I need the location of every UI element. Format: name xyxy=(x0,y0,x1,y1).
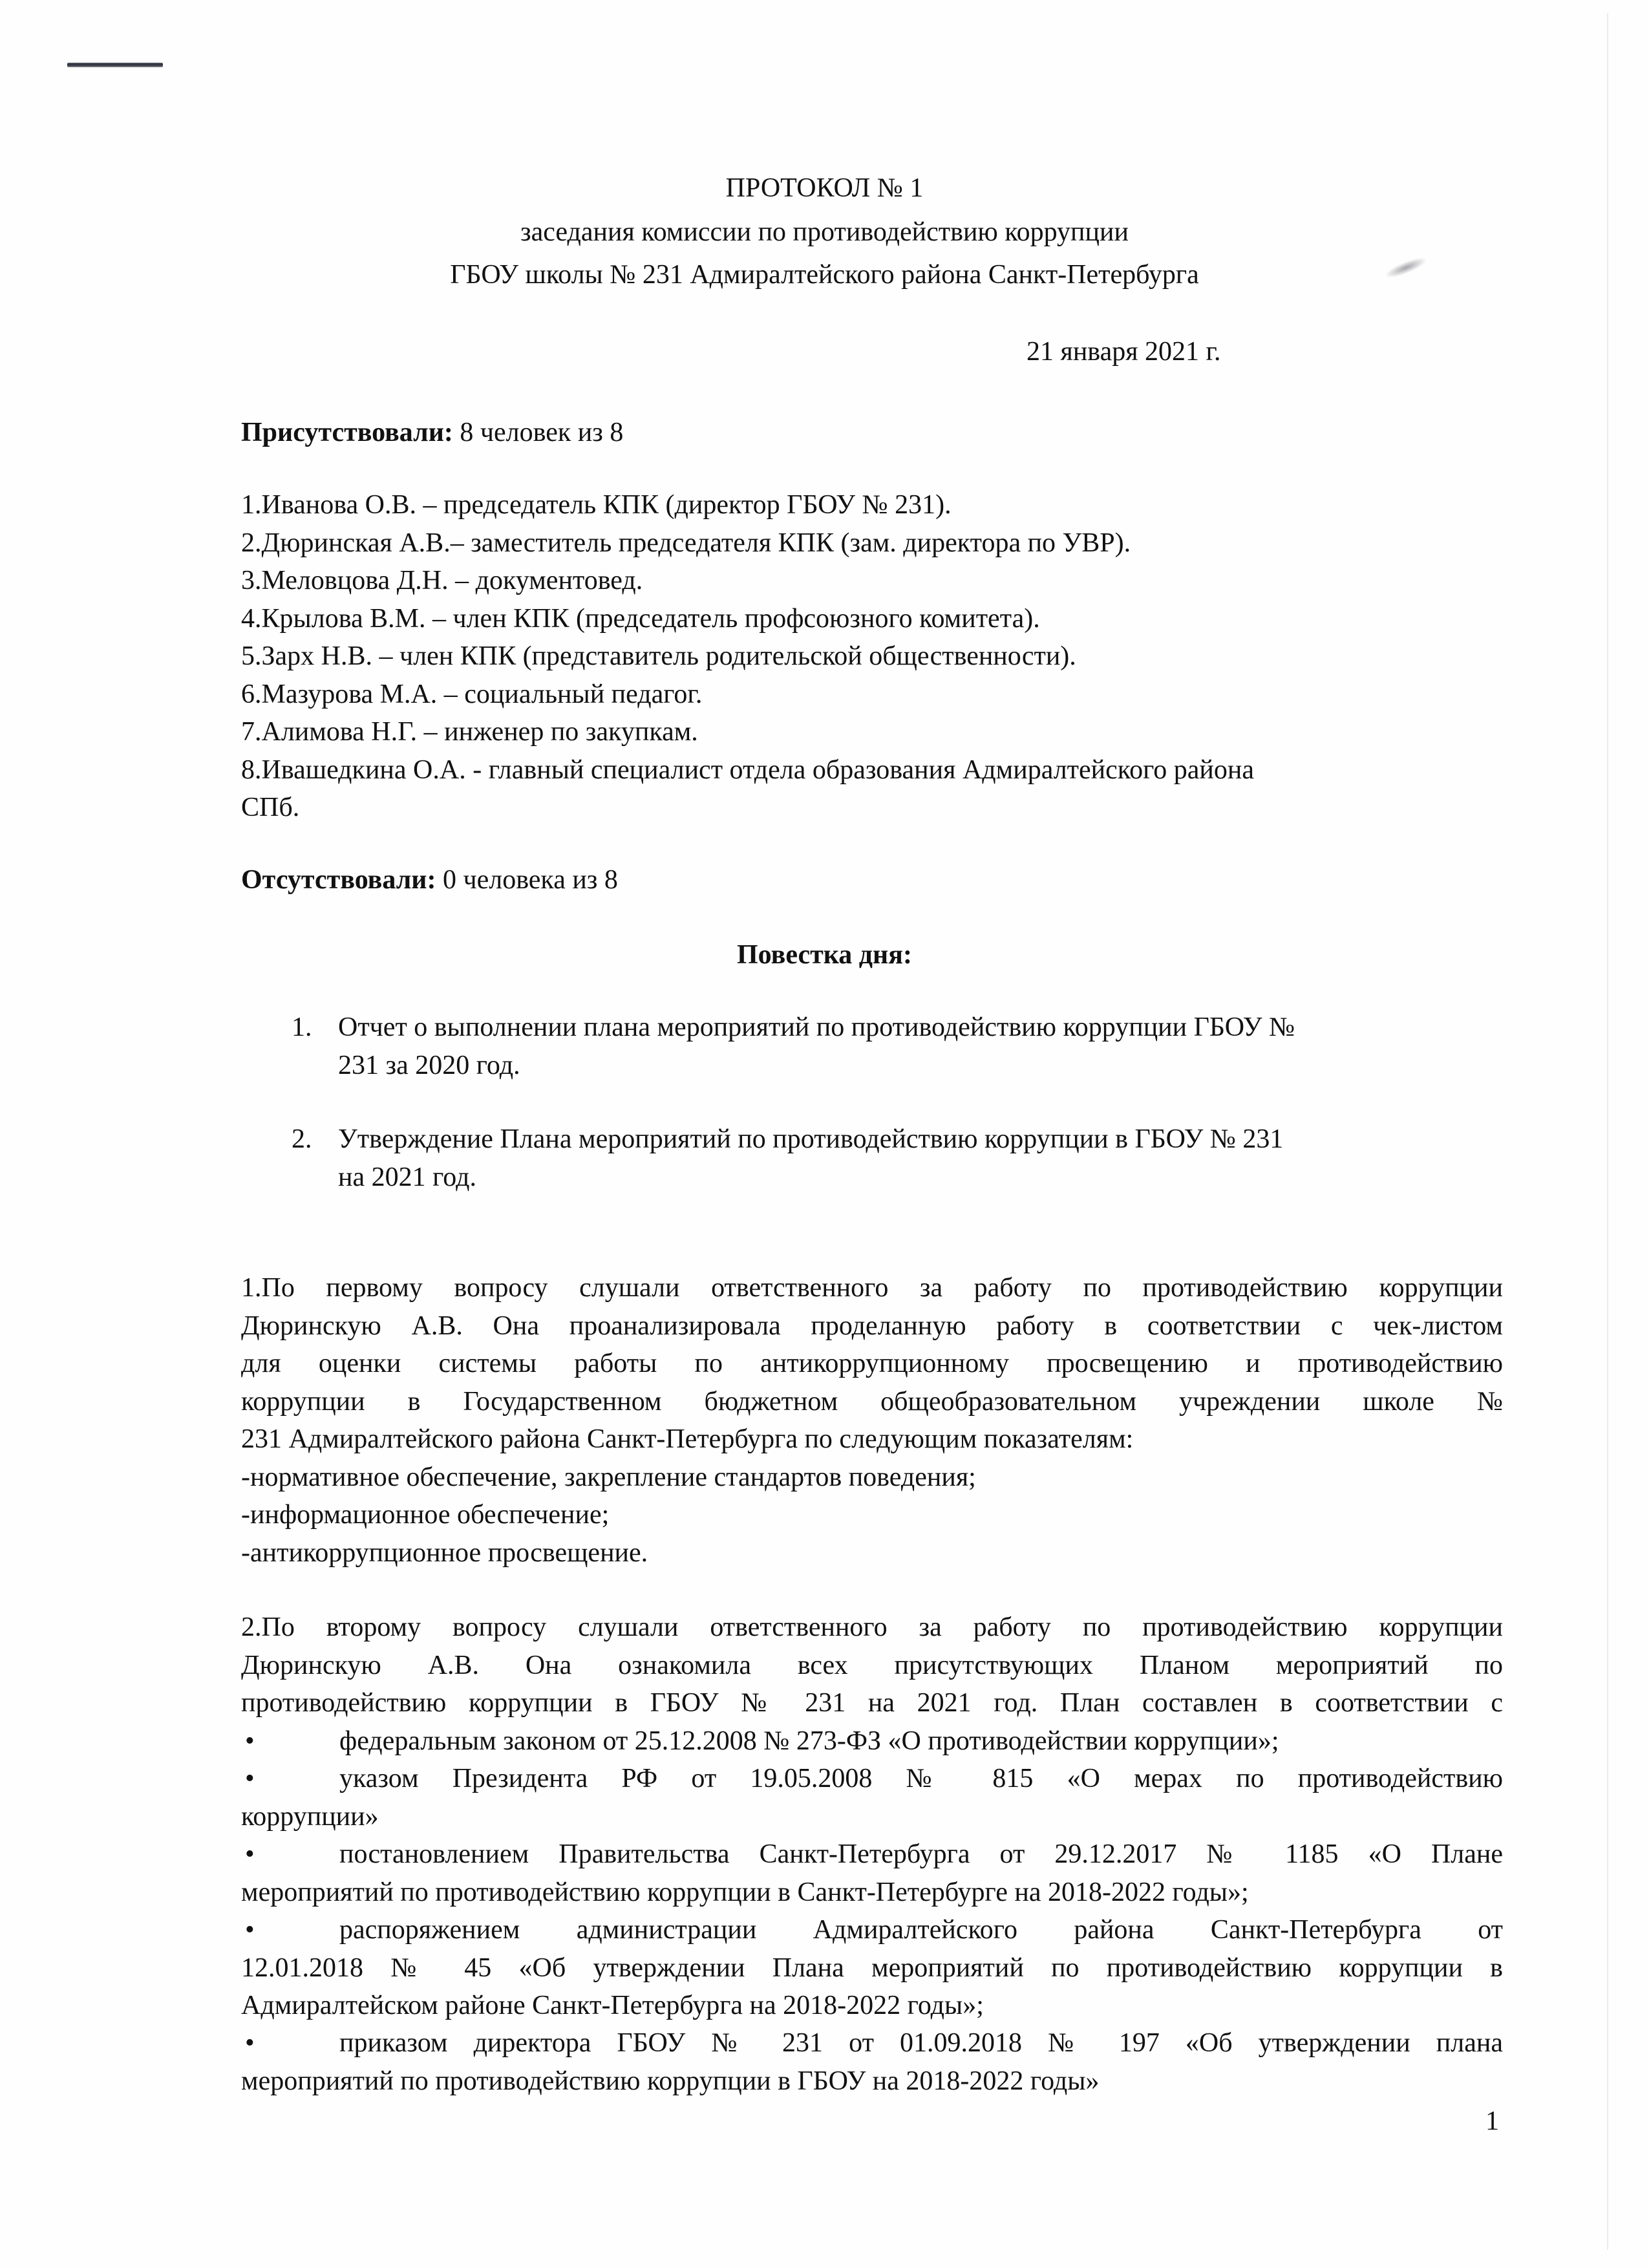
legal-basis-text-cont: 12.01.2018 № 45 «Об утверждении Плана мероприятий по противодействию коррупции в xyxy=(241,1952,1503,1983)
present-value: 8 человек из 8 xyxy=(452,418,624,447)
page-number: 1 xyxy=(1485,2106,1499,2136)
legal-basis-text: федеральным законом от 25.12.2008 № 273-ФЗ «О противодействии коррупции»; xyxy=(339,1726,1279,1756)
bullet-icon: • xyxy=(245,1764,255,1793)
question2-paragraph xyxy=(241,1609,1503,1722)
member-item: 4.Крылова В.М. – член КПК (председатель профсоюзного комитета). xyxy=(241,603,1040,634)
agenda-item-number: 1. xyxy=(292,1012,312,1042)
member-item: 6.Мазурова М.А. – социальный педагог. xyxy=(241,679,703,709)
bullet-icon: • xyxy=(245,1839,255,1869)
document-title: ПРОТОКОЛ № 1 xyxy=(725,173,924,203)
legal-basis-text: постановлением Правительства Санкт-Петербурга от 29.12.2017 № 1185 «О Плане xyxy=(339,1839,1503,1869)
legal-basis-text: распоряжением администрации Адмиралтейского района Санкт-Петербурга от xyxy=(339,1915,1503,1945)
paragraph-line: противодействию коррупции в ГБОУ № 231 на 2021 год. План составлен в соответствии с xyxy=(241,1688,1503,1718)
member-item: 8.Ивашедкина О.А. - главный специалист отдела образования Адмиралтейского района xyxy=(241,754,1254,785)
member-item: 5.Зарх Н.В. – член КПК (представитель родительской общественности). xyxy=(241,641,1076,671)
agenda-item xyxy=(292,1009,1507,1084)
present-label: Присутствовали: xyxy=(241,418,453,447)
bullet-icon: • xyxy=(245,1915,255,1945)
member-item: 2.Дюринская А.В.– заместитель председателя КПК (зам. директора по УВР). xyxy=(241,528,1131,558)
legal-basis-item xyxy=(241,1911,1503,2025)
paragraph-line: 231 Адмиралтейского района Санкт-Петербурга по следующим показателям: xyxy=(241,1424,1134,1454)
indicator-item: -нормативное обеспечение, закрепление стандартов поведения; xyxy=(241,1462,976,1492)
agenda-item-text-cont: 231 за 2020 год. xyxy=(338,1050,520,1080)
members-list xyxy=(241,486,1503,827)
document-subtitle-line2: ГБОУ школы № 231 Адмиралтейского района Санкт-Петербурга xyxy=(450,260,1199,290)
legal-basis-item xyxy=(241,1760,1503,1835)
agenda-item-text-cont: на 2021 год. xyxy=(338,1162,476,1192)
absent-line xyxy=(241,861,618,899)
agenda-item-number: 2. xyxy=(292,1124,312,1154)
member-item-continuation: СПб. xyxy=(241,793,300,822)
bullet-icon: • xyxy=(245,1726,255,1756)
legal-basis-text-cont: Адмиралтейском районе Санкт-Петербурга на 2018-2022 годы»; xyxy=(241,1991,984,2020)
agenda-item-text: Отчет о выполнении плана мероприятий по противодействию коррупции ГБОУ № xyxy=(338,1012,1295,1042)
bullet-icon: • xyxy=(245,2028,255,2058)
legal-basis-item xyxy=(241,2024,1503,2100)
paragraph-line: для оценки системы работы по антикоррупционному просвещению и противодействию xyxy=(241,1349,1503,1378)
legal-basis-text-cont: мероприятий по противодействию коррупции в ГБОУ на 2018-2022 годы» xyxy=(241,2066,1100,2096)
scanner-mark xyxy=(67,63,163,67)
absent-label: Отсутствовали: xyxy=(241,865,436,895)
paragraph-line: 1.По первому вопросу слушали ответственного за работу по противодействию коррупции xyxy=(241,1273,1503,1303)
document-date: 21 января 2021 г. xyxy=(1027,337,1221,367)
member-item: 3.Меловцова Д.Н. – документовед. xyxy=(241,566,643,595)
legal-basis-text: указом Президента РФ от 19.05.2008 № 815 «О мерах по противодействию xyxy=(339,1764,1503,1793)
question1-paragraph xyxy=(241,1269,1503,1572)
legal-basis-text-cont: мероприятий по противодействию коррупции в Санкт-Петербурге на 2018-2022 годы»; xyxy=(241,1877,1249,1907)
indicator-item: -антикоррупционное просвещение. xyxy=(241,1537,648,1568)
paragraph-line: Дюринскую А.В. Она ознакомила всех присутствующих Планом мероприятий по xyxy=(241,1650,1503,1680)
paragraph-line: коррупции в Государственном бюджетном общеобразовательном учреждении школе № xyxy=(241,1386,1503,1417)
member-item: 7.Алимова Н.Г. – инженер по закупкам. xyxy=(241,717,698,747)
legal-basis-item xyxy=(241,1835,1503,1911)
scan-edge-line xyxy=(1607,13,1608,2250)
agenda-item-text: Утверждение Плана мероприятий по противодействию коррупции в ГБОУ № 231 xyxy=(338,1124,1284,1154)
paragraph-line: Дюринскую А.В. Она проанализировала проделанную работу в соответствии с чек-листом xyxy=(241,1311,1503,1341)
agenda-heading: Повестка дня: xyxy=(737,940,912,970)
legal-basis-text: приказом директора ГБОУ № 231 от 01.09.2018 № 197 «Об утверждении плана xyxy=(339,2028,1503,2058)
legal-basis-item xyxy=(241,1722,1503,1760)
present-line xyxy=(241,414,623,451)
paragraph-line: 2.По второму вопросу слушали ответственного за работу по противодействию коррупции xyxy=(241,1612,1503,1642)
document-subtitle-line1: заседания комиссии по противодействию коррупции xyxy=(520,217,1129,247)
indicator-item: -информационное обеспечение; xyxy=(241,1500,610,1530)
member-item: 1.Иванова О.В. – председатель КПК (директор ГБОУ № 231). xyxy=(241,490,952,520)
agenda-item xyxy=(292,1120,1507,1196)
absent-value: 0 человека из 8 xyxy=(436,865,618,895)
legal-basis-text-cont: коррупции» xyxy=(241,1801,379,1832)
